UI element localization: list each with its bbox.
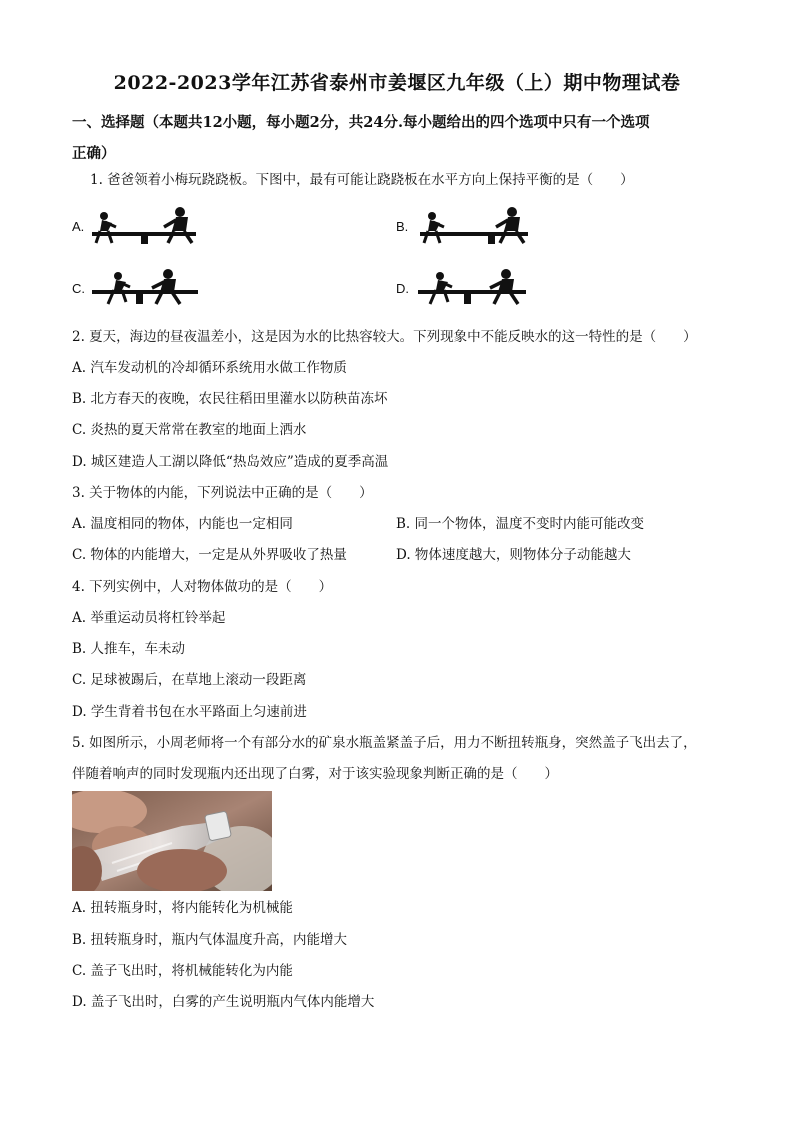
- bottle-photo: [72, 791, 272, 891]
- q2-option-c: C. 炎热的夏天常常在教室的地面上洒水: [72, 422, 307, 438]
- q1-option-a-label: A.: [72, 219, 85, 234]
- seesaw-figure-b: [416, 205, 532, 247]
- q4-option-c: C. 足球被踢后，在草地上滚动一段距离: [72, 672, 307, 688]
- q3-option-b: B. 同一个物体，温度不变时内能可能改变: [396, 516, 645, 532]
- page-title: 2022-2023学年江苏省泰州市姜堰区九年级（上）期中物理试卷: [113, 72, 681, 94]
- q5-option-c: C. 盖子飞出时，将机械能转化为内能: [72, 963, 293, 979]
- q3-option-d: D. 物体速度越大，则物体分子动能越大: [396, 547, 631, 563]
- q1-stem: 1. 爸爸领着小梅玩跷跷板。下图中，最有可能让跷跷板在水平方向上保持平衡的是（ ）: [90, 172, 634, 188]
- q5-stem-line1: 5. 如图所示，小周老师将一个有部分水的矿泉水瓶盖紧盖子后，用力不断扭转瓶身，突然盖子飞出去了，: [72, 735, 697, 751]
- q1-option-d-label: D.: [396, 281, 409, 296]
- seesaw-figure-a: [88, 205, 200, 247]
- q5-stem-line2: 伴随着响声的同时发现瓶内还出现了白雾，对于该实验现象判断正确的是（ ）: [72, 766, 558, 782]
- q2-option-a: A. 汽车发动机的冷却循环系统用水做工作物质: [72, 360, 347, 376]
- q5-option-d: D. 盖子飞出时，白雾的产生说明瓶内气体内能增大: [72, 994, 375, 1010]
- q5-option-b: B. 扭转瓶身时，瓶内气体温度升高，内能增大: [72, 932, 348, 948]
- q1-option-c-label: C.: [72, 281, 85, 296]
- q2-option-b: B. 北方春天的夜晚，农民往稻田里灌水以防秧苗冻坏: [72, 391, 388, 407]
- q2-stem: 2. 夏天，海边的昼夜温差小，这是因为水的比热容较大。下列现象中不能反映水的这一特性的是（ ）: [72, 329, 697, 345]
- q2-option-d: D. 城区建造人工湖以降低“热岛效应”造成的夏季高温: [72, 454, 389, 470]
- section-heading: [72, 107, 732, 169]
- q1-option-b-label: B.: [396, 219, 409, 234]
- q3-option-a: A. 温度相同的物体，内能也一定相同: [72, 516, 293, 532]
- q4-option-b: B. 人推车，车未动: [72, 641, 186, 657]
- q3-stem: 3. 关于物体的内能，下列说法中正确的是（ ）: [72, 485, 373, 501]
- seesaw-figure-c: [90, 268, 200, 310]
- section-heading-line2: 正确）: [72, 145, 116, 162]
- q4-option-a: A. 举重运动员将杠铃举起: [72, 610, 226, 626]
- q3-option-c: C. 物体的内能增大，一定是从外界吸收了热量: [72, 547, 347, 563]
- q5-option-a: A. 扭转瓶身时，将内能转化为机械能: [72, 900, 293, 916]
- q4-stem: 4. 下列实例中，人对物体做功的是（ ）: [72, 579, 333, 595]
- q4-option-d: D. 学生背着书包在水平路面上匀速前进: [72, 704, 307, 720]
- section-heading-line1: 一、选择题（本题共12小题，每小题2分，共24分.每小题给出的四个选项中只有一个选项: [72, 114, 650, 131]
- seesaw-figure-d: [416, 268, 528, 310]
